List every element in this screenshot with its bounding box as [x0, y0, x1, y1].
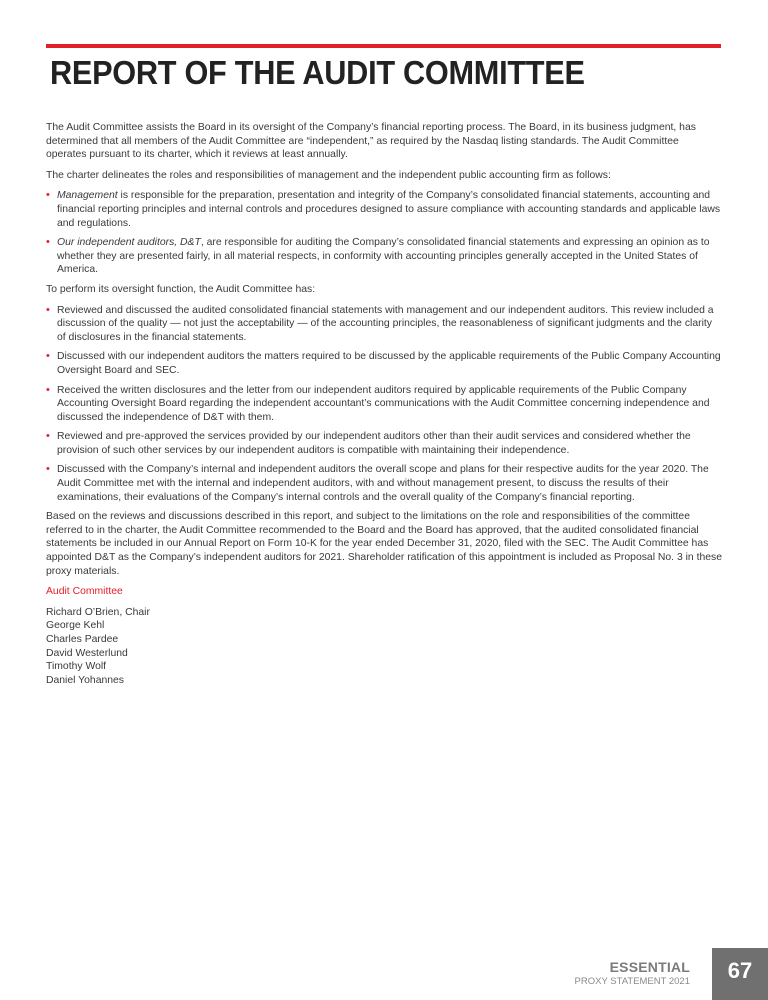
list-item: [46, 430, 722, 457]
committee-members: [46, 606, 722, 688]
oversight-paragraph: To perform its oversight function, the Audit Committee has:: [46, 283, 316, 295]
bullet-icon: •: [46, 236, 50, 249]
oversight-item-text: Reviewed and discussed the audited consolidated financial statements with management and our independent auditors. This review included a discussion of the quality — not just the acceptability — of the accounting principles, the reasonableness of significant judgments and the clarity of disclosures in the financial statements.: [57, 304, 714, 343]
oversight-list: [46, 304, 722, 505]
header-accent-rule: [46, 44, 721, 48]
bullet-icon: •: [46, 350, 50, 363]
role-lead: Management: [57, 190, 118, 202]
bullet-icon: •: [46, 383, 50, 396]
committee-member: David Westerlund: [46, 647, 128, 659]
conclusion-paragraph: Based on the reviews and discussions described in this report, and subject to the limitations on the role and responsibilities of the committee referred to in the charter, the Audit Committee recommended to the Board and the Board has approved, that the audited consolidated financial statements be included in our Annual Report on Form 10-K for the year ended December 31, 2020, filed with the SEC. The Audit Committee has appointed D&T as the Company’s independent auditors for 2021. Shareholder ratification of this appointment is included as Proposal No. 3 in these proxy materials.: [46, 511, 723, 577]
intro-paragraph: The Audit Committee assists the Board in its oversight of the Company’s financial reporting process. The Board, in its business judgment, has determined that all members of the Audit Committee are “independent,” as required by the Nasdaq listing standards. The Audit Committee operates pursuant to its charter, which it reviews at least annually.: [46, 122, 696, 161]
bullet-icon: •: [46, 430, 50, 443]
list-item: [46, 384, 722, 425]
bullet-icon: •: [46, 463, 50, 476]
committee-heading: Audit Committee: [46, 586, 123, 598]
bullet-icon: •: [46, 189, 50, 202]
oversight-item-text: Discussed with the Company’s internal and independent auditors the overall scope and plans for their respective audits for the year 2020. The Audit Committee met with the internal and independent auditors, with and without management present, to discuss the results of their examinations, their evaluations of the Company’s internal controls and the overall quality of the Company’s financial reporting.: [57, 464, 709, 503]
list-item: [46, 350, 722, 377]
list-item: [46, 304, 722, 345]
oversight-item-text: Received the written disclosures and the letter from our independent auditors required by applicable requirements of the Public Company Accounting Oversight Board regarding the independent accountant’s communications with the Audit Committee concerning independence and discussed the independence of D&T with them.: [57, 384, 710, 423]
role-text: is responsible for the preparation, presentation and integrity of the Company’s consolidated financial statements, accounting and financial reporting principles and internal controls and procedures designed to assure compliance with accounting standards and applicable laws and regulations.: [57, 190, 721, 229]
page-number: 67: [712, 948, 768, 1000]
footer-brand-name: ESSENTIAL: [609, 959, 690, 975]
list-item: [46, 189, 722, 230]
footer-subtitle: PROXY STATEMENT 2021: [574, 976, 690, 987]
committee-member: George Kehl: [46, 620, 105, 632]
role-text: , are responsible for auditing the Company’s consolidated financial statements and expressing an opinion as to whether they are presented fairly, in all material respects, in conformity with accounting principles generally accepted in the United States of America.: [57, 237, 710, 276]
committee-member: Timothy Wolf: [46, 661, 107, 673]
oversight-item-text: Discussed with our independent auditors the matters required to be discussed by the applicable requirements of the Public Company Accounting Oversight Board and SEC.: [57, 351, 721, 376]
roles-list: [46, 189, 722, 277]
role-lead: Our independent auditors, D&T: [57, 237, 201, 249]
committee-member: Charles Pardee: [46, 634, 119, 645]
report-body: [46, 121, 722, 693]
committee-member: Richard O’Brien, Chair: [46, 606, 150, 618]
footer-brand: [575, 959, 690, 988]
charter-paragraph: The charter delineates the roles and responsibilities of management and the independent public accounting firm as follows:: [46, 169, 611, 181]
oversight-item-text: Reviewed and pre-approved the services provided by our independent auditors other than their audit services and considered whether the provision of such other services by our independent auditors is compatible with maintaining their independence.: [57, 431, 691, 456]
list-item: [46, 463, 722, 504]
list-item: [46, 236, 722, 277]
committee-member: Daniel Yohannes: [46, 674, 124, 686]
bullet-icon: •: [46, 303, 50, 316]
page-title: REPORT OF THE AUDIT COMMITTEE: [50, 54, 585, 91]
